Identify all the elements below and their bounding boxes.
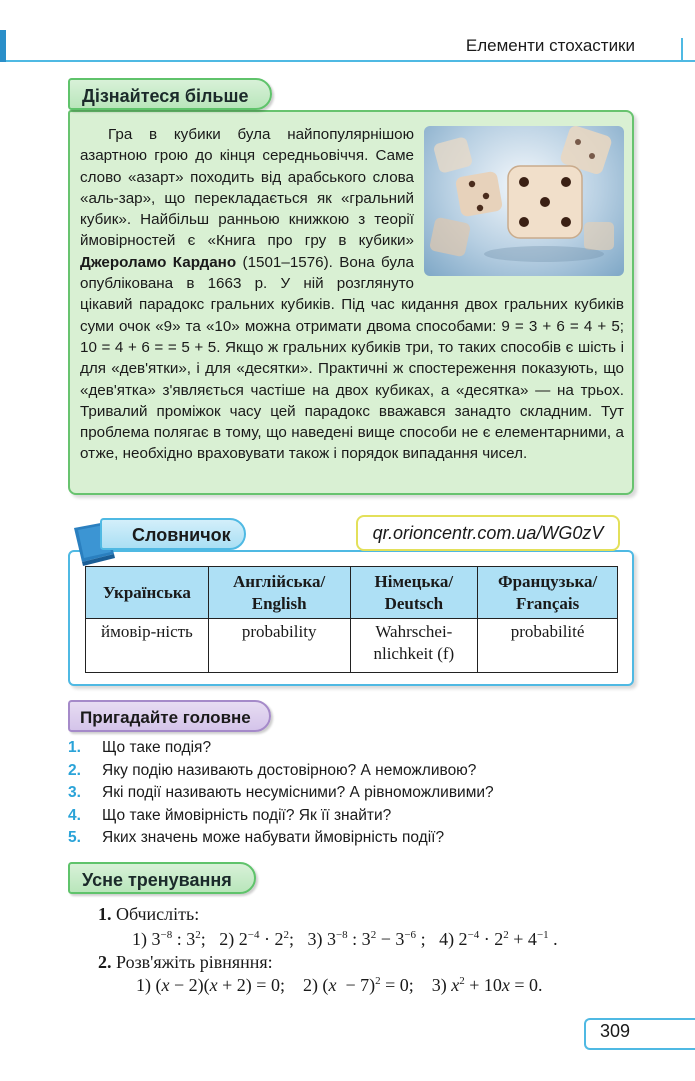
learn-more-tab: Дізнайтеся більше (68, 78, 272, 110)
author-name: Джероламо Кардано (80, 253, 237, 271)
list-item: 2. Яку подію називають достовірною? А неможливою? (68, 761, 477, 779)
dictionary-table (85, 566, 618, 673)
header-german: Німецька/ Deutsch (350, 567, 478, 619)
list-item: 4. Що таке ймовірність події? Як її знайти? (68, 806, 392, 824)
header-corner (675, 38, 683, 60)
table-row (86, 619, 618, 673)
header-french: Французька/ Français (478, 567, 618, 619)
dice-illustration (424, 126, 624, 276)
paragraph-part-2: (1501–1576). Вона була опублікована в 1663 р. У ній розглянуто цікавий парадокс гральних кубиків. Під час кидання двох гральних кубиків суми очок «9» та «10» можна отримати двома способами: 9 = 3 + 6 = 4 + 5; 10 = 4 + 6 = = 5 + 5. Якщо ж гральних кубиків три, то таких способів є шість і для «дев'ятки», і для «десятки». Практичні ж спостереження показують, що «дев'ятка» з'являється частіше на двох кубиках, а «десятка» — на трьох. Тривалий проміжок часу цей парадокс вважався занадто складним. Тут проблема полягає в тому, що наведені вище способи не є елементарними, а отже, необхідно враховувати також і порядок випадання чисел. (80, 253, 624, 463)
section-title: Елементи стохастики (465, 36, 635, 55)
task-2-equations: 1) (x − 2)(x + 2) = 0; 2) $(x - 7)^2 = 0$; 3) $x^2 + 10x = 0$. (136, 975, 543, 995)
header-rule (6, 60, 695, 62)
cell-french: probabilité (478, 619, 618, 673)
dictionary-tab: Словничок (100, 518, 246, 550)
remember-tab: Пригадайте головне (68, 700, 271, 732)
list-item: 3. Які події називають несумісними? А рівноможливими? (68, 784, 494, 801)
table-header-row (86, 567, 618, 619)
oral-training-tab: Усне тренування (68, 862, 256, 894)
dice-image (424, 126, 624, 276)
list-item: 5. Яких значень може набувати ймовірність події? (68, 829, 445, 846)
cell-german: Wahrschei-nlichkeit (f) (350, 619, 478, 673)
running-header (0, 30, 695, 62)
header-english: Англійська/ English (208, 567, 350, 619)
cell-ukrainian: ймовір-ність (86, 619, 209, 673)
qr-link[interactable]: qr.orioncentr.com.ua/WG0zV (356, 515, 620, 551)
remember-list (68, 737, 628, 850)
task-1-expressions: 1) $3^{-8}$ : $3^2$; 2) $2^{-4} \cdot 2^2$; 3) $3^{-8}$ : $3^2 - 3^{-6}$ ; 4) $2^{-4} \cdot 2^2 + 4^{-1}$ . (132, 929, 558, 949)
header-accent-bar (0, 30, 6, 62)
task-1-heading: 1. Обчисліть: (98, 904, 200, 924)
page-number: 309 (600, 1021, 631, 1041)
task-2-heading: 2. Розв'яжіть рівняння: (98, 952, 273, 972)
paragraph-part-1: Гра в кубики була найпопулярнішою азартною грою до кінця середньовіччя. Саме слово «азарт» походить від арабського слова «аль-зар», що перекладається як «гральний кубик». Найбільш ранньою книжкою з теорії ймовірностей є «Книга про гру в кубики» (80, 126, 414, 250)
cell-english: probability (208, 619, 350, 673)
header-ukrainian: Українська (86, 567, 209, 619)
list-item: 1. Що таке подія? (68, 739, 212, 756)
learn-more-text (80, 124, 624, 465)
